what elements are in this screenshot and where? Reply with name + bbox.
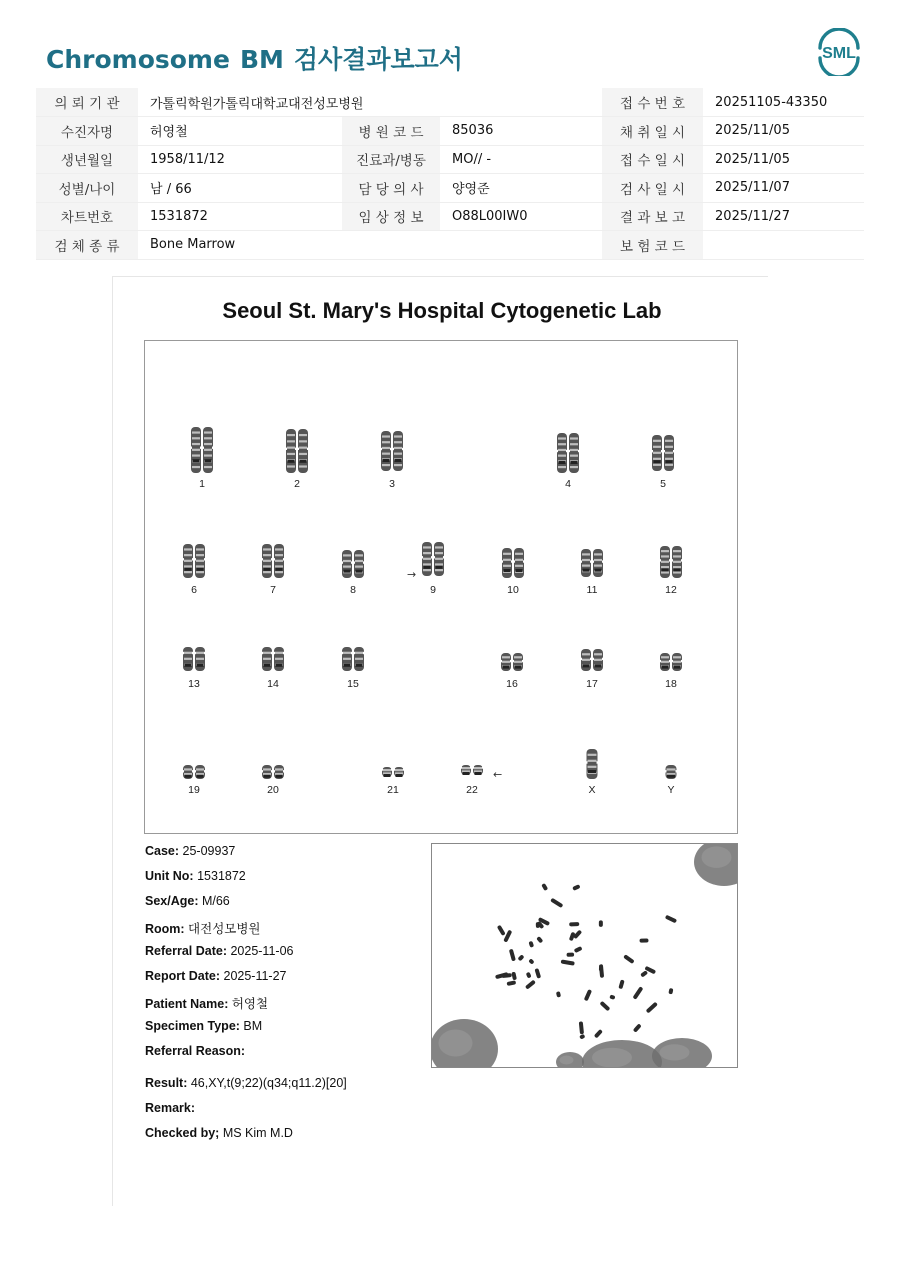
metaphase-chromosomes <box>495 883 677 1040</box>
case-field-value: 대전성모병원 <box>184 922 261 936</box>
info-label: 접 수 일 시 <box>602 145 703 174</box>
info-label: 채 취 일 시 <box>602 117 703 146</box>
chromosome-label: 4 <box>565 478 571 490</box>
case-field-value: 2025-11-27 <box>220 969 287 983</box>
info-value: 85036 <box>440 117 602 146</box>
info-label: 성별/나이 <box>36 174 138 203</box>
chromosome-pair-20 <box>261 765 285 779</box>
metaphase-image <box>431 843 738 1068</box>
chromosome-label: 8 <box>350 584 356 596</box>
case-field <box>145 1076 347 1090</box>
info-value: 2025/11/05 <box>703 145 864 174</box>
case-field <box>145 919 261 937</box>
chromosome-label: 9 <box>430 584 436 596</box>
case-field-label: Case: <box>145 844 180 858</box>
chromosome-pair-19 <box>182 765 206 779</box>
chromosome-pair-x <box>586 749 599 779</box>
case-field-label: Unit No: <box>145 869 194 883</box>
info-label: 생년월일 <box>36 145 138 174</box>
case-field-label: Specimen Type: <box>145 1019 240 1033</box>
karyotype-svg <box>145 341 739 835</box>
chromosome-label: 20 <box>267 784 279 796</box>
chromosome-label: 17 <box>586 678 598 690</box>
arrow-left-icon: ← <box>493 768 503 781</box>
info-row <box>36 145 864 174</box>
report-title-word-1: Chromosome <box>46 45 230 74</box>
chromosome-pair-22 <box>460 765 484 775</box>
case-field <box>145 1101 195 1115</box>
chromosome-pair-5 <box>651 435 675 471</box>
info-label: 병 원 코 드 <box>342 117 440 146</box>
case-field-value: 1531872 <box>193 869 246 883</box>
info-label: 담 당 의 사 <box>342 174 440 203</box>
chromosome-label: 7 <box>270 584 276 596</box>
chromosome-label: 16 <box>506 678 518 690</box>
chromosome-label: 1 <box>199 478 205 490</box>
info-value: 20251105-43350 <box>703 88 864 117</box>
report-title <box>46 40 463 76</box>
report-title-word-3: 검사결과보고서 <box>293 45 463 74</box>
case-field-value: 허영철 <box>228 997 269 1011</box>
chromosome-pair-17 <box>580 649 604 671</box>
chromosome-label: 14 <box>267 678 279 690</box>
case-field-label: Patient Name: <box>145 997 229 1011</box>
chromosome-pair-7 <box>261 544 285 578</box>
arrow-right-icon: → <box>407 568 417 581</box>
chromosome-label: 10 <box>507 584 519 596</box>
chromosome-pair-15 <box>341 647 365 671</box>
chromosome-label: 12 <box>665 584 677 596</box>
chromosome-pair-8 <box>341 550 365 578</box>
info-label: 검 체 종 류 <box>36 231 138 260</box>
chromosome-pair-10 <box>501 548 525 578</box>
chromosome-pair-9 <box>421 542 445 576</box>
info-value: 1958/11/12 <box>138 145 342 174</box>
chromosome-label: 21 <box>387 784 399 796</box>
case-field-label: Report Date: <box>145 969 221 983</box>
lab-title: Seoul St. Mary's Hospital Cytogenetic Lab <box>222 298 662 323</box>
info-row <box>36 117 864 146</box>
case-field-value: 2025-11-06 <box>226 944 294 958</box>
case-field-value: 46,XY,t(9;22)(q34;q11.2)[20] <box>187 1076 347 1090</box>
info-label: 접 수 번 호 <box>602 88 703 117</box>
case-field <box>145 969 287 983</box>
chromosome-label: 13 <box>188 678 200 690</box>
case-field-label: Remark: <box>145 1101 196 1115</box>
info-row <box>36 231 864 260</box>
chromosome-label: 11 <box>586 584 598 596</box>
chromosome-pair-14 <box>261 647 285 671</box>
chromosome-pair-12 <box>659 546 683 578</box>
chromosome-pair-18 <box>659 653 683 671</box>
chromosome-label: 6 <box>191 584 197 596</box>
case-field <box>145 894 230 908</box>
info-value: 남 / 66 <box>138 174 342 203</box>
chromosome-pair-1 <box>190 427 214 473</box>
chromosome-label: 5 <box>660 478 666 490</box>
chromosome-pair-13 <box>182 647 206 671</box>
chromosome-label: 15 <box>347 678 359 690</box>
report-title-word-2: BM <box>239 45 284 74</box>
info-value: MO// - <box>440 145 602 174</box>
chromosome-pair-16 <box>500 653 524 671</box>
case-field-value: 25-09937 <box>179 844 236 858</box>
case-field-label: Room: <box>145 922 185 936</box>
info-label: 차트번호 <box>36 202 138 231</box>
chromosome-label: 3 <box>389 478 395 490</box>
case-field-label: Referral Reason: <box>145 1044 246 1058</box>
chromosome-label: 22 <box>466 784 478 796</box>
chromosome-pair-2 <box>285 429 309 473</box>
info-value: O88L00IW0 <box>440 202 602 231</box>
logo-text: SML <box>822 45 856 62</box>
chromosome-label: X <box>588 784 596 796</box>
chromosome-label: 18 <box>665 678 677 690</box>
info-value: 양영준 <box>440 174 602 203</box>
case-field <box>145 1044 245 1058</box>
info-label: 진료과/병동 <box>342 145 440 174</box>
case-field-value: BM <box>239 1019 263 1033</box>
info-value: Bone Marrow <box>138 231 602 260</box>
chromosome-pair-6 <box>182 544 206 578</box>
info-label: 보 험 코 드 <box>602 231 703 260</box>
patient-info-table <box>36 88 864 260</box>
metaphase-svg <box>432 844 738 1068</box>
case-field <box>145 994 268 1012</box>
info-value: 2025/11/07 <box>703 174 864 203</box>
info-value: 허영철 <box>138 117 342 146</box>
case-field-value: MS Kim M.D <box>219 1126 293 1140</box>
sml-logo <box>814 28 864 76</box>
info-label: 검 사 일 시 <box>602 174 703 203</box>
case-field <box>145 1019 262 1033</box>
info-row <box>36 174 864 203</box>
case-field <box>145 844 235 858</box>
info-value: 가톨릭학원가톨릭대학교대전성모병원 <box>138 88 602 117</box>
info-value: 1531872 <box>138 202 342 231</box>
chromosome-pair-21 <box>381 767 405 777</box>
info-label: 수진자명 <box>36 117 138 146</box>
case-field <box>145 1126 293 1140</box>
info-value: 2025/11/27 <box>703 202 864 231</box>
info-row <box>36 88 864 117</box>
chromosome-pair-11 <box>580 549 604 577</box>
info-value: 2025/11/05 <box>703 117 864 146</box>
info-label: 의 뢰 기 관 <box>36 88 138 117</box>
chromosome-pair-y <box>665 765 678 779</box>
info-label: 결 과 보 고 <box>602 202 703 231</box>
case-field-label: Result: <box>145 1076 188 1090</box>
info-row <box>36 202 864 231</box>
case-field-label: Sex/Age: <box>145 894 199 908</box>
case-field-label: Checked by; <box>145 1126 220 1140</box>
case-field <box>145 944 293 958</box>
chromosome-label: 2 <box>294 478 300 490</box>
case-field-value: M/66 <box>198 894 230 908</box>
chromosome-pair-4 <box>556 433 580 473</box>
case-field <box>145 869 246 883</box>
info-label: 임 상 정 보 <box>342 202 440 231</box>
karyotype-figure <box>144 340 738 834</box>
info-value <box>703 231 864 260</box>
chromosome-label: Y <box>667 784 675 796</box>
case-field-label: Referral Date: <box>145 944 227 958</box>
chromosome-pair-3 <box>380 431 404 471</box>
chromosome-label: 19 <box>188 784 200 796</box>
